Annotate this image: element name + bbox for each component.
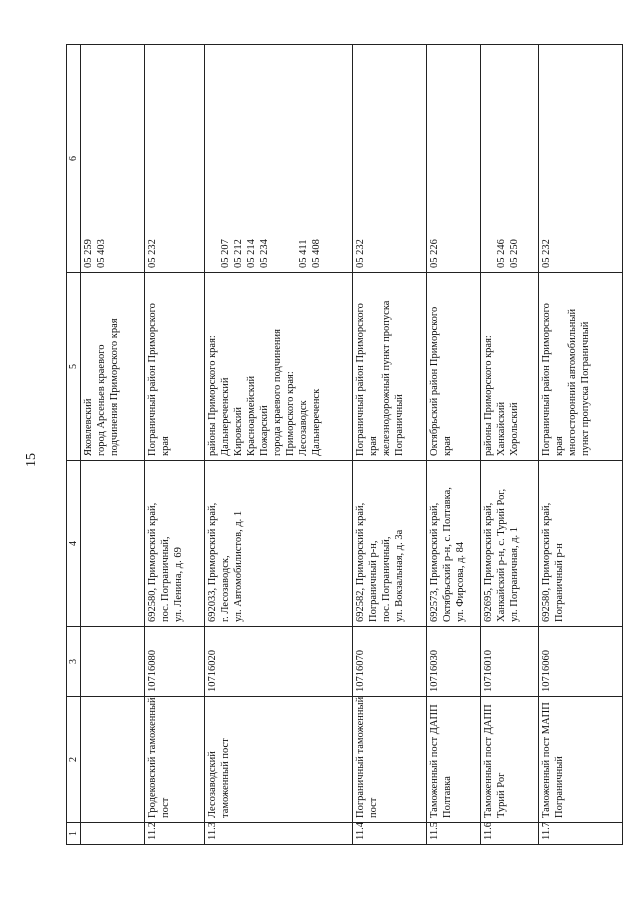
cell-oktmo-line: 05 246 — [496, 239, 507, 268]
cell-address — [353, 461, 427, 627]
table-row — [427, 45, 481, 845]
cell-oktmo — [145, 45, 205, 273]
cell-territory-line: Пограничный район Приморского — [355, 303, 366, 456]
cell-territory — [205, 273, 353, 461]
cell-address-line: 692582, Приморский край, — [355, 502, 366, 622]
cell-territory — [481, 273, 539, 461]
cell-code: 10716030 — [427, 627, 481, 697]
cell-address — [81, 461, 145, 627]
rotated-table-wrapper — [66, 45, 602, 845]
cell-num: 11.4 — [353, 823, 427, 845]
cell-territory — [81, 273, 145, 461]
cell-territory-line: края — [368, 436, 379, 456]
cell-territory-line: Пожарский — [259, 405, 270, 456]
cell-name-line: Таможенный пост ДАПП — [483, 704, 494, 818]
cell-name — [353, 697, 427, 823]
cell-territory-line: Пограничный — [394, 394, 405, 456]
header-col-5: 5 — [67, 273, 81, 461]
cell-oktmo — [205, 45, 353, 273]
cell-oktmo-line — [482, 49, 495, 268]
cell-oktmo-line: 05 232 — [355, 239, 366, 268]
header-col-4: 4 — [67, 461, 81, 627]
cell-code: 10716080 — [145, 627, 205, 697]
cell-oktmo — [353, 45, 427, 273]
cell-territory-line: города краевого подчинения — [272, 328, 283, 456]
cell-oktmo-line: 05 250 — [509, 239, 520, 268]
cell-oktmo-line — [206, 49, 219, 268]
cell-num — [81, 823, 145, 845]
cell-territory-line: районы Приморского края: — [207, 335, 218, 456]
cell-territory-line: многосторонний автомобильный — [567, 308, 578, 456]
cell-address-line: ул. Фирсова, д. 84 — [455, 541, 466, 622]
cell-address-line: пос. Пограничный, — [381, 536, 392, 622]
cell-oktmo-line: 05 212 — [233, 239, 244, 268]
cell-territory-line: Ханкайский — [496, 401, 507, 456]
cell-num: 11.3 — [205, 823, 353, 845]
cell-territory-line: Октябрьский район Приморского — [429, 306, 440, 456]
cell-code: 10716070 — [353, 627, 427, 697]
cell-territory-line: края — [160, 436, 171, 456]
cell-address-line: Пограничный р-н, — [368, 540, 379, 622]
cell-territory-line: железнодорожный пункт пропуска — [381, 300, 392, 456]
cell-address-line: г. Лесозаводск, — [220, 555, 231, 622]
cell-address-line: ул. Автомобилистов, д. 1 — [233, 510, 244, 622]
territory-line: город Арсеньев краевого — [96, 344, 107, 456]
cell-name — [145, 697, 205, 823]
cell-oktmo-line: 05 226 — [429, 239, 440, 268]
cell-territory-line: Дальнереченский — [220, 377, 231, 456]
cell-oktmo-line: 05 234 — [259, 239, 270, 268]
cell-territory-line: Кировский — [233, 406, 244, 456]
cell-territory — [539, 273, 623, 461]
cell-num: 11.7 — [539, 823, 623, 845]
cell-num: 11.6 — [481, 823, 539, 845]
cell-name-line: Пограничный — [554, 756, 565, 818]
table-row — [145, 45, 205, 845]
cell-oktmo-line: 05 207 — [220, 239, 231, 268]
cell-address-line: Октябрьский р-н, с. Полтавка, — [442, 487, 453, 622]
cell-code — [81, 627, 145, 697]
cell-name-line: Таможенный пост МАПП — [541, 702, 552, 818]
header-col-1: 1 — [67, 823, 81, 845]
cell-address — [205, 461, 353, 627]
cell-name-line: Полтавка — [442, 776, 453, 818]
cell-address — [427, 461, 481, 627]
customs-posts-table — [66, 44, 623, 845]
cell-address-line: Ханкайский р-н, с. Турий Рог, — [496, 488, 507, 622]
cell-name-line: Турий Рог — [496, 772, 507, 818]
cell-oktmo — [539, 45, 623, 273]
cell-address-line: 692580, Приморский край, — [147, 502, 158, 622]
cell-oktmo-line: 05 232 — [541, 239, 552, 268]
cell-territory-line: Красноармейский — [246, 375, 257, 456]
cell-territory-line: пункт пропуска Пограничный — [580, 321, 591, 456]
cell-name — [81, 697, 145, 823]
cell-address-line: 692573, Приморский край, — [429, 502, 440, 622]
cell-name-line: таможенный пост — [220, 738, 231, 818]
cell-address-line: ул. Пограничная, д. 1 — [509, 526, 520, 622]
cell-name — [205, 697, 353, 823]
cell-address — [481, 461, 539, 627]
cell-territory — [427, 273, 481, 461]
cell-territory-line: Хорольский — [509, 402, 520, 456]
cell-address-line: ул. Вокзальная, д. 3а — [394, 529, 405, 622]
cell-name-line: Лесозаводский — [207, 751, 218, 818]
cell-address-line: 692695, Приморский край, — [483, 502, 494, 622]
header-col-6: 6 — [67, 45, 81, 273]
cell-oktmo-line: 05 214 — [246, 239, 257, 268]
table-row — [539, 45, 623, 845]
cell-name-line: Гродековский таможенный — [147, 697, 158, 818]
cell-address-line: 692033, Приморский край, — [207, 502, 218, 622]
cell-oktmo — [427, 45, 481, 273]
cell-name — [427, 697, 481, 823]
header-col-2: 2 — [67, 697, 81, 823]
cell-territory-line: районы Приморского края: — [483, 335, 494, 456]
cell-address — [145, 461, 205, 627]
cell-code: 10716060 — [539, 627, 623, 697]
cell-num: 11.5 — [427, 823, 481, 845]
cell-territory-line: Пограничный район Приморского — [147, 303, 158, 456]
cell-name — [481, 697, 539, 823]
table-row — [481, 45, 539, 845]
page-number: 15 — [24, 453, 39, 467]
cell-name-line: Таможенный пост ДАПП — [429, 704, 440, 818]
territory-line: Яковлевский — [83, 398, 94, 456]
cell-code: 10716020 — [205, 627, 353, 697]
table-row — [205, 45, 353, 845]
cell-address-line: пос. Пограничный, — [160, 536, 171, 622]
cell-territory-line: края — [442, 436, 453, 456]
cell-oktmo-line — [271, 49, 284, 268]
cell-address-line: ул. Ленина, д. 69 — [173, 547, 184, 622]
table-row — [353, 45, 427, 845]
cell-num: 11.2 — [145, 823, 205, 845]
cell-territory — [145, 273, 205, 461]
cell-oktmo-line: 05 232 — [147, 239, 158, 268]
cell-oktmo — [481, 45, 539, 273]
cell-address-line: 692580, Приморский край, — [541, 502, 552, 622]
cell-name-line: пост — [368, 797, 379, 818]
cell-territory-line: Дальнереченск — [311, 388, 322, 456]
cell-territory-line: Пограничный район Приморского — [541, 303, 552, 456]
cell-address — [539, 461, 623, 627]
table-row-lead — [81, 45, 145, 845]
cell-oktmo-line: 05 411 — [298, 239, 309, 268]
cell-oktmo-line: 05 408 — [311, 239, 322, 268]
cell-oktmo — [81, 45, 145, 273]
oktmo-line: 05 259 — [83, 239, 94, 268]
cell-name-line: Пограничный таможенный — [355, 696, 366, 818]
cell-address-line: Пограничный р-н — [554, 543, 565, 622]
oktmo-line: 05 403 — [96, 239, 107, 268]
cell-oktmo-line — [284, 49, 297, 268]
cell-name-line: пост — [160, 797, 171, 818]
cell-name — [539, 697, 623, 823]
cell-territory — [353, 273, 427, 461]
territory-line: подчинения Приморского края — [109, 318, 120, 456]
cell-territory-line: края — [554, 436, 565, 456]
cell-territory-line: Лесозаводск — [298, 400, 309, 456]
header-row — [67, 45, 81, 845]
cell-code: 10716010 — [481, 627, 539, 697]
header-col-3: 3 — [67, 627, 81, 697]
cell-territory-line: Приморского края: — [285, 371, 296, 456]
